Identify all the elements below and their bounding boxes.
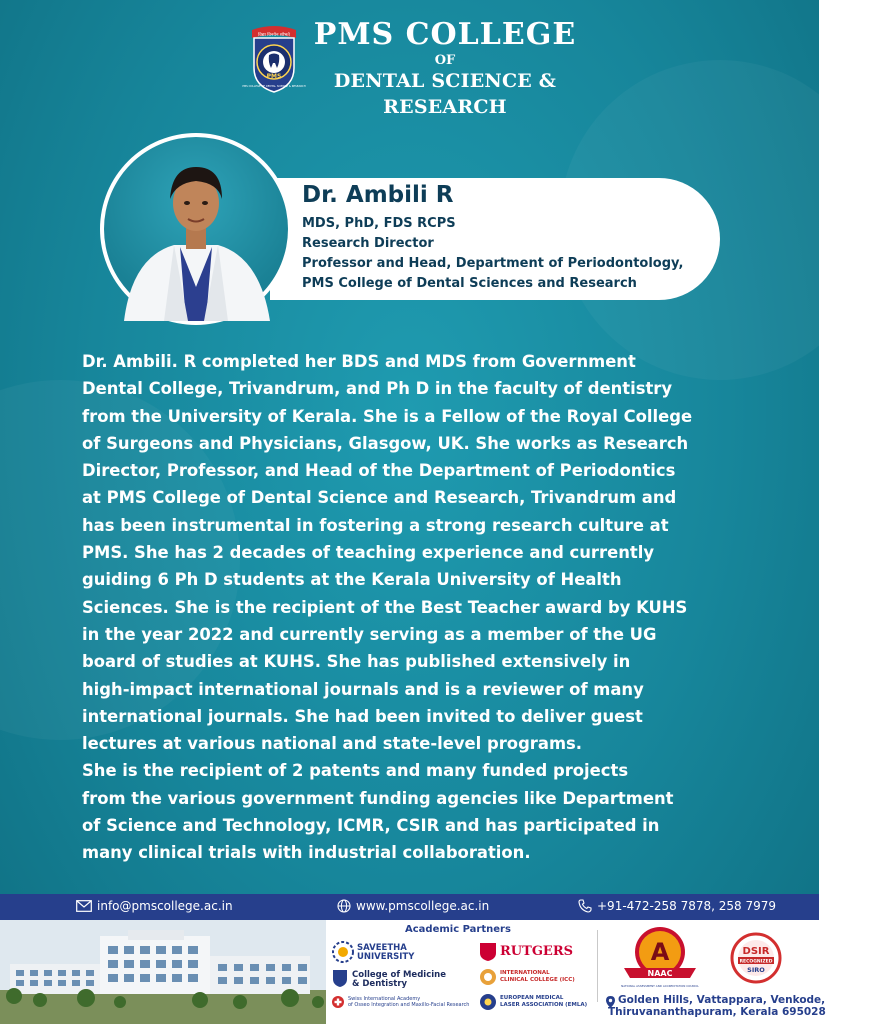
naac-caption: NATIONAL ASSESSMENT AND ACCREDITATION COUNCIL <box>621 984 699 988</box>
icc-line: INTERNATIONAL <box>500 970 550 976</box>
com-line: & Dentistry <box>352 979 408 989</box>
dsir-recognized: RECOGNIZED <box>739 959 773 965</box>
emla-name <box>500 995 587 1009</box>
bio-line: of Surgeons and Physicians, Glasgow, UK. She works as Research <box>82 433 689 453</box>
rutgers-logo <box>479 942 497 962</box>
campus-building-illustration <box>0 920 326 1024</box>
footer <box>0 920 826 1024</box>
bio-line: Director, Professor, and Head of the Department of Periodontics <box>82 461 676 481</box>
logo-ring-text: PMS COLLEGE OF DENTAL SCIENCE & RESEARCH <box>242 85 306 88</box>
saveetha-logo <box>331 940 355 964</box>
swiss-academy-logo <box>331 995 345 1009</box>
globe-icon <box>337 899 351 913</box>
icc-name <box>500 970 575 984</box>
swiss-line: of Osseo Integration and Maxillo-Facial Research <box>348 1002 470 1008</box>
bio-line: in the year 2022 and currently serving as a member of the UG <box>82 624 657 644</box>
phone-contact[interactable] <box>578 899 776 913</box>
bio-line: international journals. She had been invited to deliver guest <box>82 706 643 726</box>
bio-line: from the University of Kerala. She is a Fellow of the Royal College <box>82 406 693 426</box>
bio-line: guiding 6 Ph D students at the Kerala University of Health <box>82 570 622 590</box>
swiss-academy-name <box>348 996 469 1008</box>
emla-logo <box>479 993 497 1011</box>
naac-grade: A <box>650 938 670 966</box>
dsir-badge <box>730 932 782 984</box>
college-logo <box>242 24 306 94</box>
address-line: Thiruvananthapuram, Kerala 695028 <box>608 1006 826 1018</box>
portrait-photo <box>104 137 288 321</box>
emla-line: EUROPEAN MEDICAL <box>500 995 564 1001</box>
bio-line: of Science and Technology, ICMR, CSIR and has participated in <box>82 816 660 836</box>
siro-label: SIRO <box>747 966 765 974</box>
college-of-medicine-logo <box>331 968 349 988</box>
bio-line: lectures at various national and state-level programs. <box>82 734 583 754</box>
bio-line: from the various government funding agencies like Department <box>82 788 674 808</box>
emla-line: LASER ASSOCIATION (EMLA) <box>500 1002 588 1008</box>
bio-line: Dr. Ambili. R completed her BDS and MDS from Government <box>82 352 636 371</box>
saveetha-name <box>357 944 414 962</box>
bio-line: Dental College, Trivandrum, and Ph D in the faculty of dentistry <box>82 379 673 399</box>
naac-badge <box>618 924 702 990</box>
person-illustration <box>104 137 288 321</box>
position: Professor and Head, Department of Periodontology, <box>302 256 684 271</box>
college-name-line2: OF <box>434 53 456 68</box>
dsir-label: DSIR <box>742 946 770 957</box>
doctor-name: Dr. Ambili R <box>302 182 454 208</box>
phone-text[interactable]: +91-472-258 7878, 258 7979 <box>597 899 777 913</box>
partners-title: Academic Partners <box>405 924 511 935</box>
naac-label: NAAC <box>647 969 673 978</box>
com-line: College of Medicine <box>352 970 446 980</box>
college-of-medicine-name <box>352 971 446 989</box>
bio-line: many clinical trials with industrial collaboration. <box>82 843 531 863</box>
logo-initials: PMS <box>266 73 282 80</box>
institution: PMS College of Dental Sciences and Research <box>302 276 637 291</box>
location-pin-icon <box>606 996 615 1011</box>
icc-logo <box>479 968 497 986</box>
email-contact[interactable] <box>76 899 233 913</box>
bio-line: high-impact international journals and is a reviewer of many <box>82 679 644 699</box>
website-text[interactable]: www.pmscollege.ac.in <box>356 899 490 913</box>
email-text[interactable]: info@pmscollege.ac.in <box>97 899 233 913</box>
bio-line: at PMS College of Dental Science and Research, Trivandrum and <box>82 488 677 508</box>
college-name <box>310 18 580 120</box>
website-contact[interactable] <box>337 899 489 913</box>
saveetha-line: UNIVERSITY <box>357 952 415 962</box>
logo-motto: विद्या विनयेन शोभते <box>258 33 290 38</box>
bio-line: board of studies at KUHS. She has published extensively in <box>82 652 631 672</box>
header <box>242 14 588 118</box>
address-line: Golden Hills, Vattappara, Venkode, <box>618 994 826 1006</box>
footer-divider <box>597 930 598 1002</box>
swiss-line: Swiss International Academy <box>348 996 421 1002</box>
phone-icon <box>578 899 592 913</box>
qualifications: MDS, PhD, FDS RCPS <box>302 216 456 231</box>
contact-bar <box>0 894 819 920</box>
college-name-line3: DENTAL SCIENCE & RESEARCH <box>333 70 557 118</box>
portrait-frame <box>100 133 292 325</box>
role: Research Director <box>302 236 434 251</box>
biography <box>82 348 742 867</box>
mail-icon <box>76 900 92 912</box>
college-name-line1: PMS COLLEGE <box>313 17 577 52</box>
saveetha-line: SAVEETHA <box>357 943 407 953</box>
bio-line: PMS. She has 2 decades of teaching experience and currently <box>82 543 655 563</box>
bio-line: Sciences. She is the recipient of the Best Teacher award by KUHS <box>82 597 688 617</box>
bio-line: She is the recipient of 2 patents and many funded projects <box>82 761 629 781</box>
rutgers-name: RUTGERS <box>500 944 574 959</box>
address <box>608 994 826 1018</box>
icc-line: CLINICAL COLLEGE (ICC) <box>500 977 575 983</box>
bio-line: has been instrumental in fostering a strong research culture at <box>82 515 669 535</box>
